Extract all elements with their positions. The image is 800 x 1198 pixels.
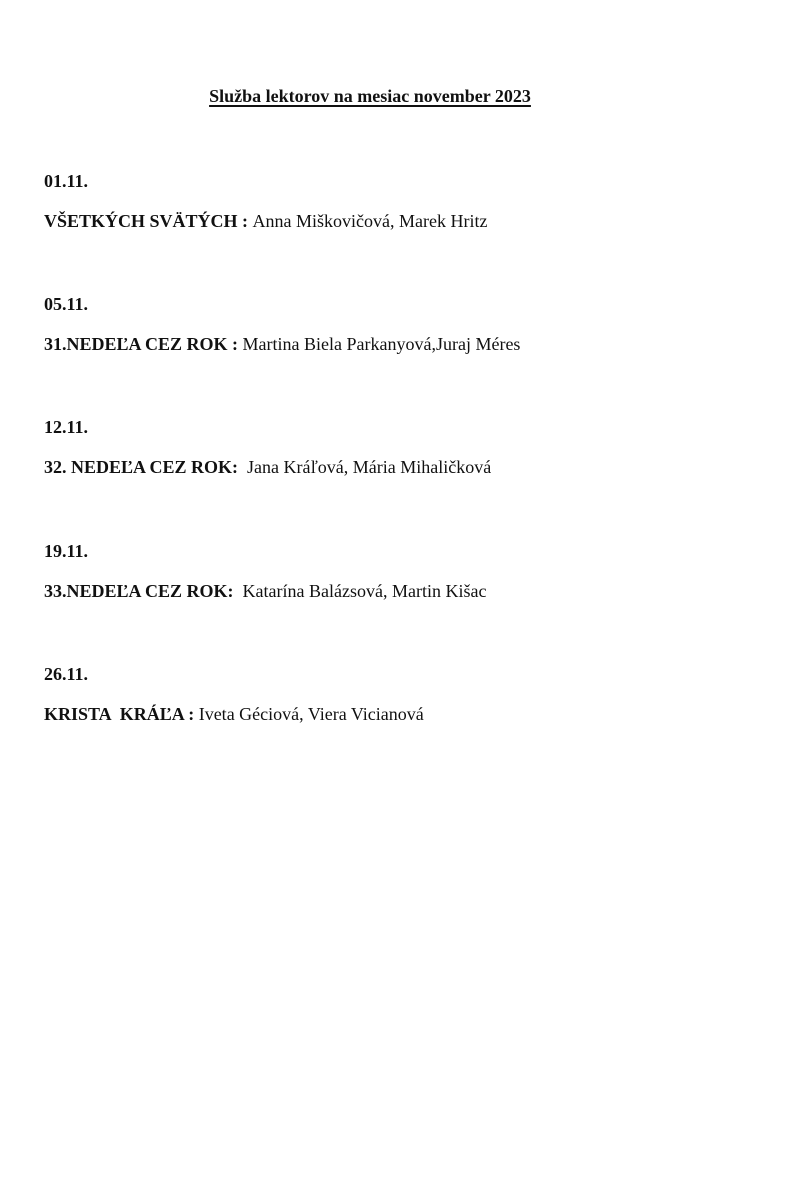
entry-line [44,580,486,602]
schedule-entry [44,293,520,355]
schedule-entry [44,663,424,725]
entry-line [44,703,424,725]
entry-date: 12.11. [44,417,89,437]
document-title: Služba lektorov na mesiac november 2023 [209,86,531,106]
entry-date: 19.11. [44,541,89,561]
entry-readers: Martina Biela Parkanyová,Juraj Méres [242,334,521,354]
entry-occasion: VŠETKÝCH SVÄTÝCH : [44,211,253,231]
schedule-entry [44,416,491,478]
entry-date: 05.11. [44,294,89,314]
entry-line [44,456,491,478]
entry-occasion: 31.NEDEĽA CEZ ROK : [44,334,243,354]
entry-date: 01.11. [44,171,89,191]
entry-occasion: 33.NEDEĽA CEZ ROK: [44,581,243,601]
schedule-entry [44,540,486,602]
entry-line [44,210,487,232]
entry-line [44,333,520,355]
entry-date: 26.11. [44,664,89,684]
entry-occasion: KRISTA KRÁĽA : [44,704,199,724]
entry-readers: Anna Miškovičová, Marek Hritz [252,211,488,231]
entry-readers: Iveta Géciová, Viera Vicianová [198,704,424,724]
entry-readers: Jana Kráľová, Mária Mihaličková [247,457,492,477]
entry-occasion: 32. NEDEĽA CEZ ROK: [44,457,248,477]
schedule-entry [44,170,487,232]
entry-readers: Katarína Balázsová, Martin Kišac [242,581,487,601]
